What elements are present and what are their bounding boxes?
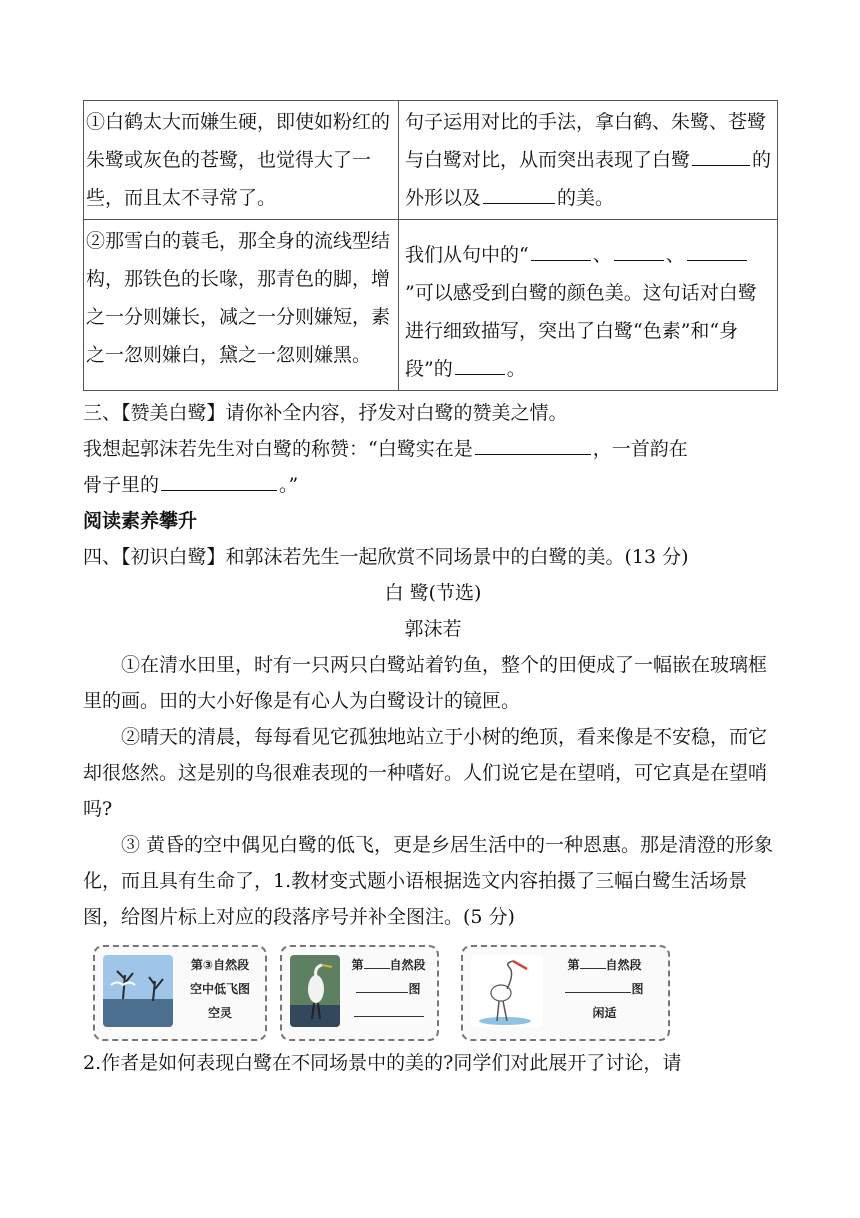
analysis-table (83, 100, 778, 391)
table-cell-sentence: ②那雪白的蓑毛，那全身的流线型结构，那铁色的长喙，那青色的脚，增之一分则嫌长，减之一分则嫌短，素之一忽则嫌白，黛之一忽则嫌黑。 (84, 220, 399, 391)
answer-blank[interactable] (364, 958, 390, 969)
article-title: 白 鹭(节选) (384, 582, 482, 604)
card-caption: 第③自然段 空中低飞图 空灵 (189, 958, 250, 1020)
answer-blank[interactable] (531, 259, 591, 261)
photo-cards (83, 945, 783, 1041)
article-author: 郭沫若 (404, 618, 462, 640)
answer-blank[interactable] (455, 373, 505, 375)
worksheet-page (83, 100, 783, 1081)
answer-blank[interactable] (580, 958, 606, 969)
article-paragraph: ②晴天的清晨，每每看见它孤独地站立于小树的绝顶，看来像是不安稳，而它却很悠然。这是别的鸟很难表现的一种嗜好。人们说它是在望哨，可它真是在望哨吗? (83, 726, 768, 820)
egret-wading-photo (471, 955, 543, 1027)
table-row (84, 101, 778, 220)
answer-blank[interactable] (687, 259, 747, 261)
answer-blank[interactable] (692, 164, 750, 166)
table-cell-analysis: 我们从句中的“ 、 、”可以感受到白鹭的颜色美。这句话对白鹭进行细致描写，突出了白鹭“色素”和“身段”的 。 (399, 220, 778, 391)
answer-blank[interactable] (614, 259, 664, 261)
answer-blank[interactable] (565, 982, 631, 993)
answer-blank[interactable] (161, 489, 277, 491)
card-caption: 第 自然段 图 (346, 953, 431, 1025)
photo-card (461, 945, 670, 1041)
article-paragraph: ①在清水田里，时有一只两只白鹭站着钓鱼，整个的田便成了一幅嵌在玻璃框里的画。田的大小好像是有心人为白鹭设计的镜匣。 (83, 654, 768, 712)
answer-blank[interactable] (354, 1006, 424, 1017)
table-row (84, 220, 778, 391)
question-4-2: 2.作者是如何表现白鹭在不同场景中的美的?同学们对此展开了讨论，请 (83, 1052, 682, 1074)
question-3-line: 我想起郭沫若先生对白鹭的称赞：“白鹭实在是 ，一首韵在 (83, 438, 688, 460)
answer-blank[interactable] (483, 202, 555, 204)
question-4-title: 四、【初识白鹭】和郭沫若先生一起欣赏不同场景中的白鹭的美。(13 分) (83, 546, 689, 568)
question-3-title: 三、【赞美白鹭】请你补全内容，抒发对白鹭的赞美之情。 (83, 402, 568, 424)
photo-card (93, 945, 267, 1041)
table-cell-analysis: 句子运用对比的手法，拿白鹤、朱鹭、苍鹭与白鹭对比，从而突出表现了白鹭 的外形以及 的美。 (399, 101, 778, 220)
egret-flying-photo (103, 955, 173, 1027)
answer-blank[interactable] (356, 982, 408, 993)
egret-standing-photo (290, 955, 340, 1027)
question-3-line: 骨子里的 。” (83, 474, 299, 496)
card-caption: 第 自然段 图 闲适 (567, 958, 644, 1020)
answer-blank[interactable] (475, 453, 591, 455)
photo-card (280, 945, 439, 1041)
article-paragraph: ③ 黄昏的空中偶见白鹭的低飞，更是乡居生活中的一种恩惠。那是清澄的形象化，而且具有生命了，1.教材变式题小语根据选文内容拍摄了三幅白鹭生活场景图，给图片标上对应的段落序号并补全图注。(5 分) (83, 834, 774, 928)
section-heading: 阅读素养攀升 (83, 510, 198, 532)
table-cell-sentence: ①白鹤太大而嫌生硬，即使如粉红的朱鹭或灰色的苍鹭，也觉得大了一些，而且太不寻常了。 (84, 101, 399, 220)
